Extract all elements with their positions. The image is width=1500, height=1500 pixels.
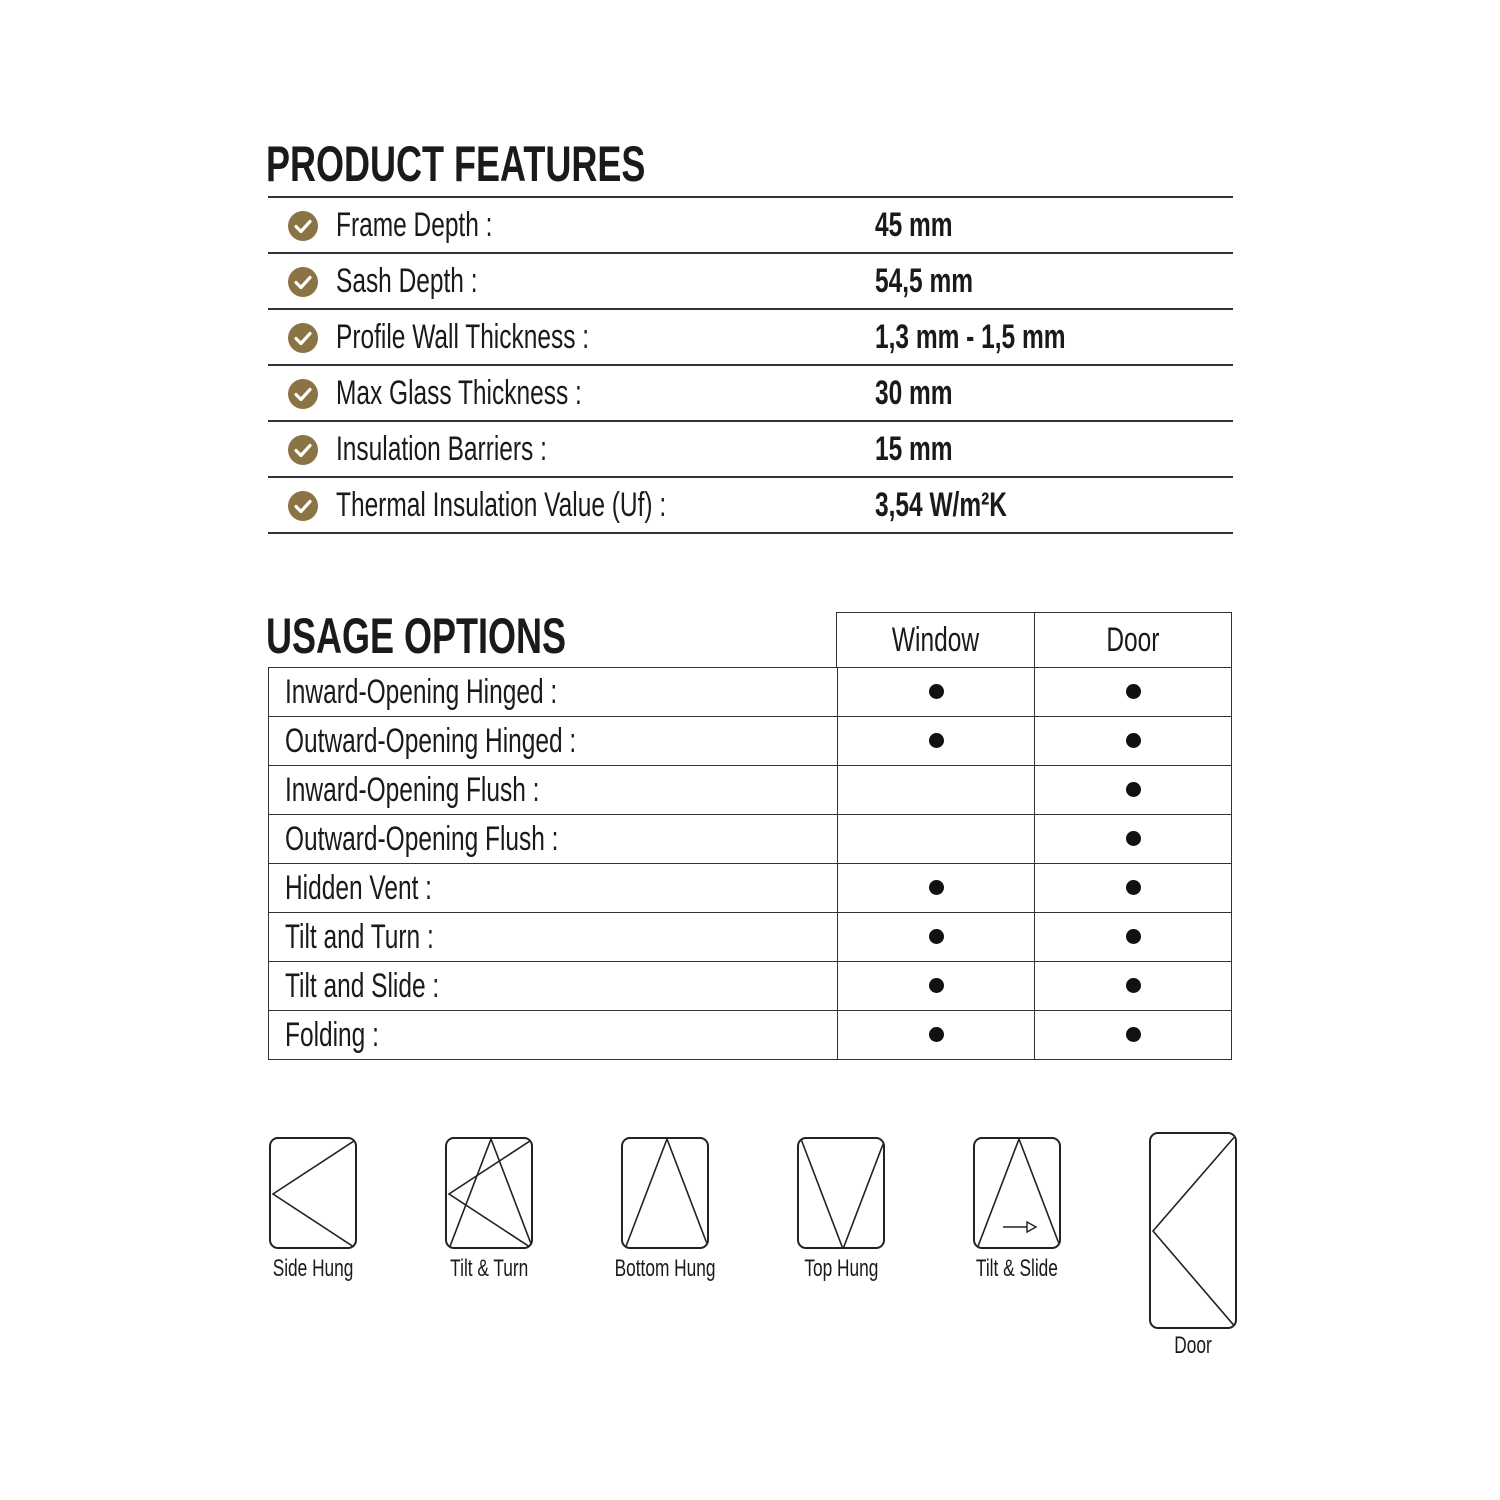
supported-dot-icon (1126, 782, 1141, 797)
side-hung-icon (269, 1137, 357, 1249)
usage-row (269, 962, 1232, 1011)
usage-cell-door (1035, 668, 1232, 717)
usage-cell-window (838, 668, 1035, 717)
opening-label: Tilt & Slide (976, 1255, 1058, 1282)
feature-value: 3,54 W/m²K (875, 486, 1007, 524)
usage-options-title: USAGE OPTIONS (266, 608, 567, 664)
feature-label: Insulation Barriers : (336, 430, 547, 468)
check-circle-icon (288, 267, 318, 297)
usage-cell-window (838, 913, 1035, 962)
usage-cell-window (838, 815, 1035, 864)
door-icon (1149, 1132, 1237, 1329)
column-header-door: Door (1034, 613, 1232, 667)
check-circle-icon (288, 435, 318, 465)
usage-cell-door (1035, 864, 1232, 913)
supported-dot-icon (1126, 929, 1141, 944)
feature-label: Profile Wall Thickness : (336, 318, 590, 356)
usage-row (269, 815, 1232, 864)
usage-cell-door (1035, 717, 1232, 766)
feature-row (268, 310, 1233, 366)
usage-option-label: Hidden Vent : (269, 864, 838, 913)
bottom-hung-icon (621, 1137, 709, 1249)
feature-value: 45 mm (875, 206, 953, 244)
usage-cell-door (1035, 766, 1232, 815)
usage-cell-window (838, 766, 1035, 815)
feature-value: 1,3 mm - 1,5 mm (875, 318, 1066, 356)
supported-dot-icon (929, 929, 944, 944)
feature-value: 54,5 mm (875, 262, 973, 300)
check-circle-icon (288, 211, 318, 241)
usage-cell-door (1035, 913, 1232, 962)
usage-option-label: Inward-Opening Flush : (269, 766, 838, 815)
usage-column-headers (836, 612, 1232, 668)
usage-option-label: Folding : (269, 1011, 838, 1060)
usage-option-label: Outward-Opening Hinged : (269, 717, 838, 766)
feature-label: Thermal Insulation Value (Uf) : (336, 486, 667, 524)
supported-dot-icon (1126, 978, 1141, 993)
supported-dot-icon (1126, 684, 1141, 699)
opening-label: Door (1174, 1332, 1212, 1359)
feature-value: 30 mm (875, 374, 953, 412)
feature-row (268, 478, 1233, 534)
supported-dot-icon (929, 733, 944, 748)
usage-cell-door (1035, 962, 1232, 1011)
opening-label: Top Hung (804, 1255, 878, 1282)
supported-dot-icon (1126, 1027, 1141, 1042)
supported-dot-icon (929, 880, 944, 895)
feature-row (268, 422, 1233, 478)
features-list (268, 196, 1233, 534)
usage-row (269, 668, 1232, 717)
check-circle-icon (288, 379, 318, 409)
feature-label: Max Glass Thickness : (336, 374, 582, 412)
top-hung-icon (797, 1137, 885, 1249)
feature-label: Sash Depth : (336, 262, 478, 300)
feature-row (268, 254, 1233, 310)
supported-dot-icon (1126, 880, 1141, 895)
tilt-turn-icon (445, 1137, 533, 1249)
supported-dot-icon (1126, 733, 1141, 748)
usage-row (269, 913, 1232, 962)
usage-row (269, 864, 1232, 913)
supported-dot-icon (929, 684, 944, 699)
supported-dot-icon (1126, 831, 1141, 846)
usage-option-label: Tilt and Turn : (269, 913, 838, 962)
usage-row (269, 717, 1232, 766)
check-circle-icon (288, 323, 318, 353)
tilt-slide-icon (973, 1137, 1061, 1249)
usage-row (269, 1011, 1232, 1060)
column-header-window: Window (891, 621, 979, 659)
feature-row (268, 198, 1233, 254)
usage-cell-door (1035, 815, 1232, 864)
usage-cell-window (838, 962, 1035, 1011)
usage-cell-door (1035, 1011, 1232, 1060)
supported-dot-icon (929, 1027, 944, 1042)
check-circle-icon (288, 491, 318, 521)
feature-value: 15 mm (875, 430, 953, 468)
usage-option-label: Tilt and Slide : (269, 962, 838, 1011)
usage-options-table (268, 667, 1232, 1060)
opening-label: Tilt & Turn (449, 1255, 529, 1282)
feature-row (268, 366, 1233, 422)
product-features-title: PRODUCT FEATURES (266, 136, 646, 192)
usage-option-label: Inward-Opening Hinged : (269, 668, 838, 717)
feature-label: Frame Depth : (336, 206, 493, 244)
usage-option-label: Outward-Opening Flush : (269, 815, 838, 864)
supported-dot-icon (929, 978, 944, 993)
usage-cell-window (838, 864, 1035, 913)
opening-label: Side Hung (272, 1255, 354, 1282)
usage-cell-window (838, 717, 1035, 766)
opening-label: Bottom Hung (614, 1255, 716, 1282)
usage-cell-window (838, 1011, 1035, 1060)
usage-row (269, 766, 1232, 815)
